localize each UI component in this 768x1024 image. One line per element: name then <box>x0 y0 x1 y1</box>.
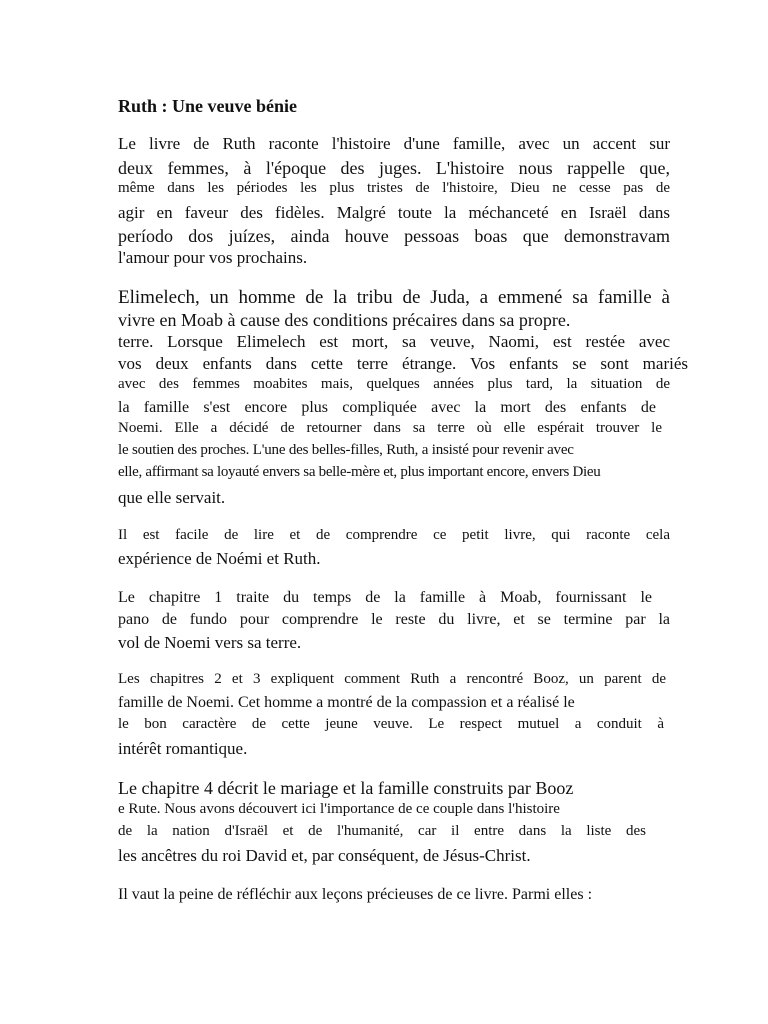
text-line: même dans les périodes les plus tristes de l'histoire, Dieu ne cesse pas de <box>118 180 670 196</box>
text-line: le soutien des proches. L'une des belles-filles, Ruth, a insisté pour revenir avec <box>118 442 574 458</box>
text-line: Il vaut la peine de réfléchir aux leçons précieuses de ce livre. Parmi elles : <box>118 886 593 903</box>
text-line: les ancêtres du roi David et, par conséquent, de Jésus-Christ. <box>118 846 531 865</box>
text-line: intérêt romantique. <box>118 739 248 758</box>
text-line: período dos juízes, ainda houve pessoas boas que demonstravam <box>118 226 670 246</box>
text-line: deux femmes, à l'époque des juges. L'histoire nous rappelle que, <box>118 158 670 178</box>
document-title: Ruth : Une veuve bénie <box>118 96 297 116</box>
text-line: Noemi. Elle a décidé de retourner dans sa terre où elle espérait trouver le <box>118 420 662 436</box>
text-line: expérience de Noémi et Ruth. <box>118 549 321 568</box>
text-line: avec des femmes moabites mais, quelques années plus tard, la situation de <box>118 376 670 392</box>
text-line: famille de Noemi. Cet homme a montré de la compassion et a réalisé le <box>118 694 575 711</box>
text-line: Le chapitre 1 traite du temps de la famille à Moab, fournissant le <box>118 589 652 606</box>
text-line: Le livre de Ruth raconte l'histoire d'une famille, avec un accent sur <box>118 134 670 153</box>
text-line: Le chapitre 4 décrit le mariage et la famille construits par Booz <box>118 778 574 798</box>
text-line: e Rute. Nous avons découvert ici l'importance de ce couple dans l'histoire <box>118 801 560 817</box>
text-line: la famille s'est encore plus compliquée avec la mort des enfants de <box>118 399 656 416</box>
text-line: le bon caractère de cette jeune veuve. Le respect mutuel a conduit à <box>118 716 664 732</box>
text-line: que elle servait. <box>118 488 226 507</box>
text-line: elle, affirmant sa loyauté envers sa belle-mère et, plus important encore, envers Dieu <box>118 464 601 480</box>
text-line: de la nation d'Israël et de l'humanité, car il entre dans la liste des <box>118 823 646 839</box>
text-line: agir en faveur des fidèles. Malgré toute la méchanceté en Israël dans <box>118 203 670 222</box>
text-line: pano de fundo pour comprendre le reste du livre, et se termine par la <box>118 611 670 628</box>
text-line: vol de Noemi vers sa terre. <box>118 633 302 652</box>
text-line: Il est facile de lire et de comprendre ce petit livre, qui raconte cela <box>118 527 670 543</box>
text-line: Elimelech, un homme de la tribu de Juda, a emmené sa famille à <box>118 287 670 308</box>
text-line: Les chapitres 2 et 3 expliquent comment Ruth a rencontré Booz, un parent de <box>118 671 666 687</box>
text-line: l'amour pour vos prochains. <box>118 248 308 267</box>
text-line: vivre en Moab à cause des conditions précaires dans sa propre. <box>118 310 571 330</box>
text-line: vos deux enfants dans cette terre étrange. Vos enfants se sont mariés <box>118 354 688 373</box>
text-line: terre. Lorsque Elimelech est mort, sa veuve, Naomi, est restée avec <box>118 332 670 351</box>
